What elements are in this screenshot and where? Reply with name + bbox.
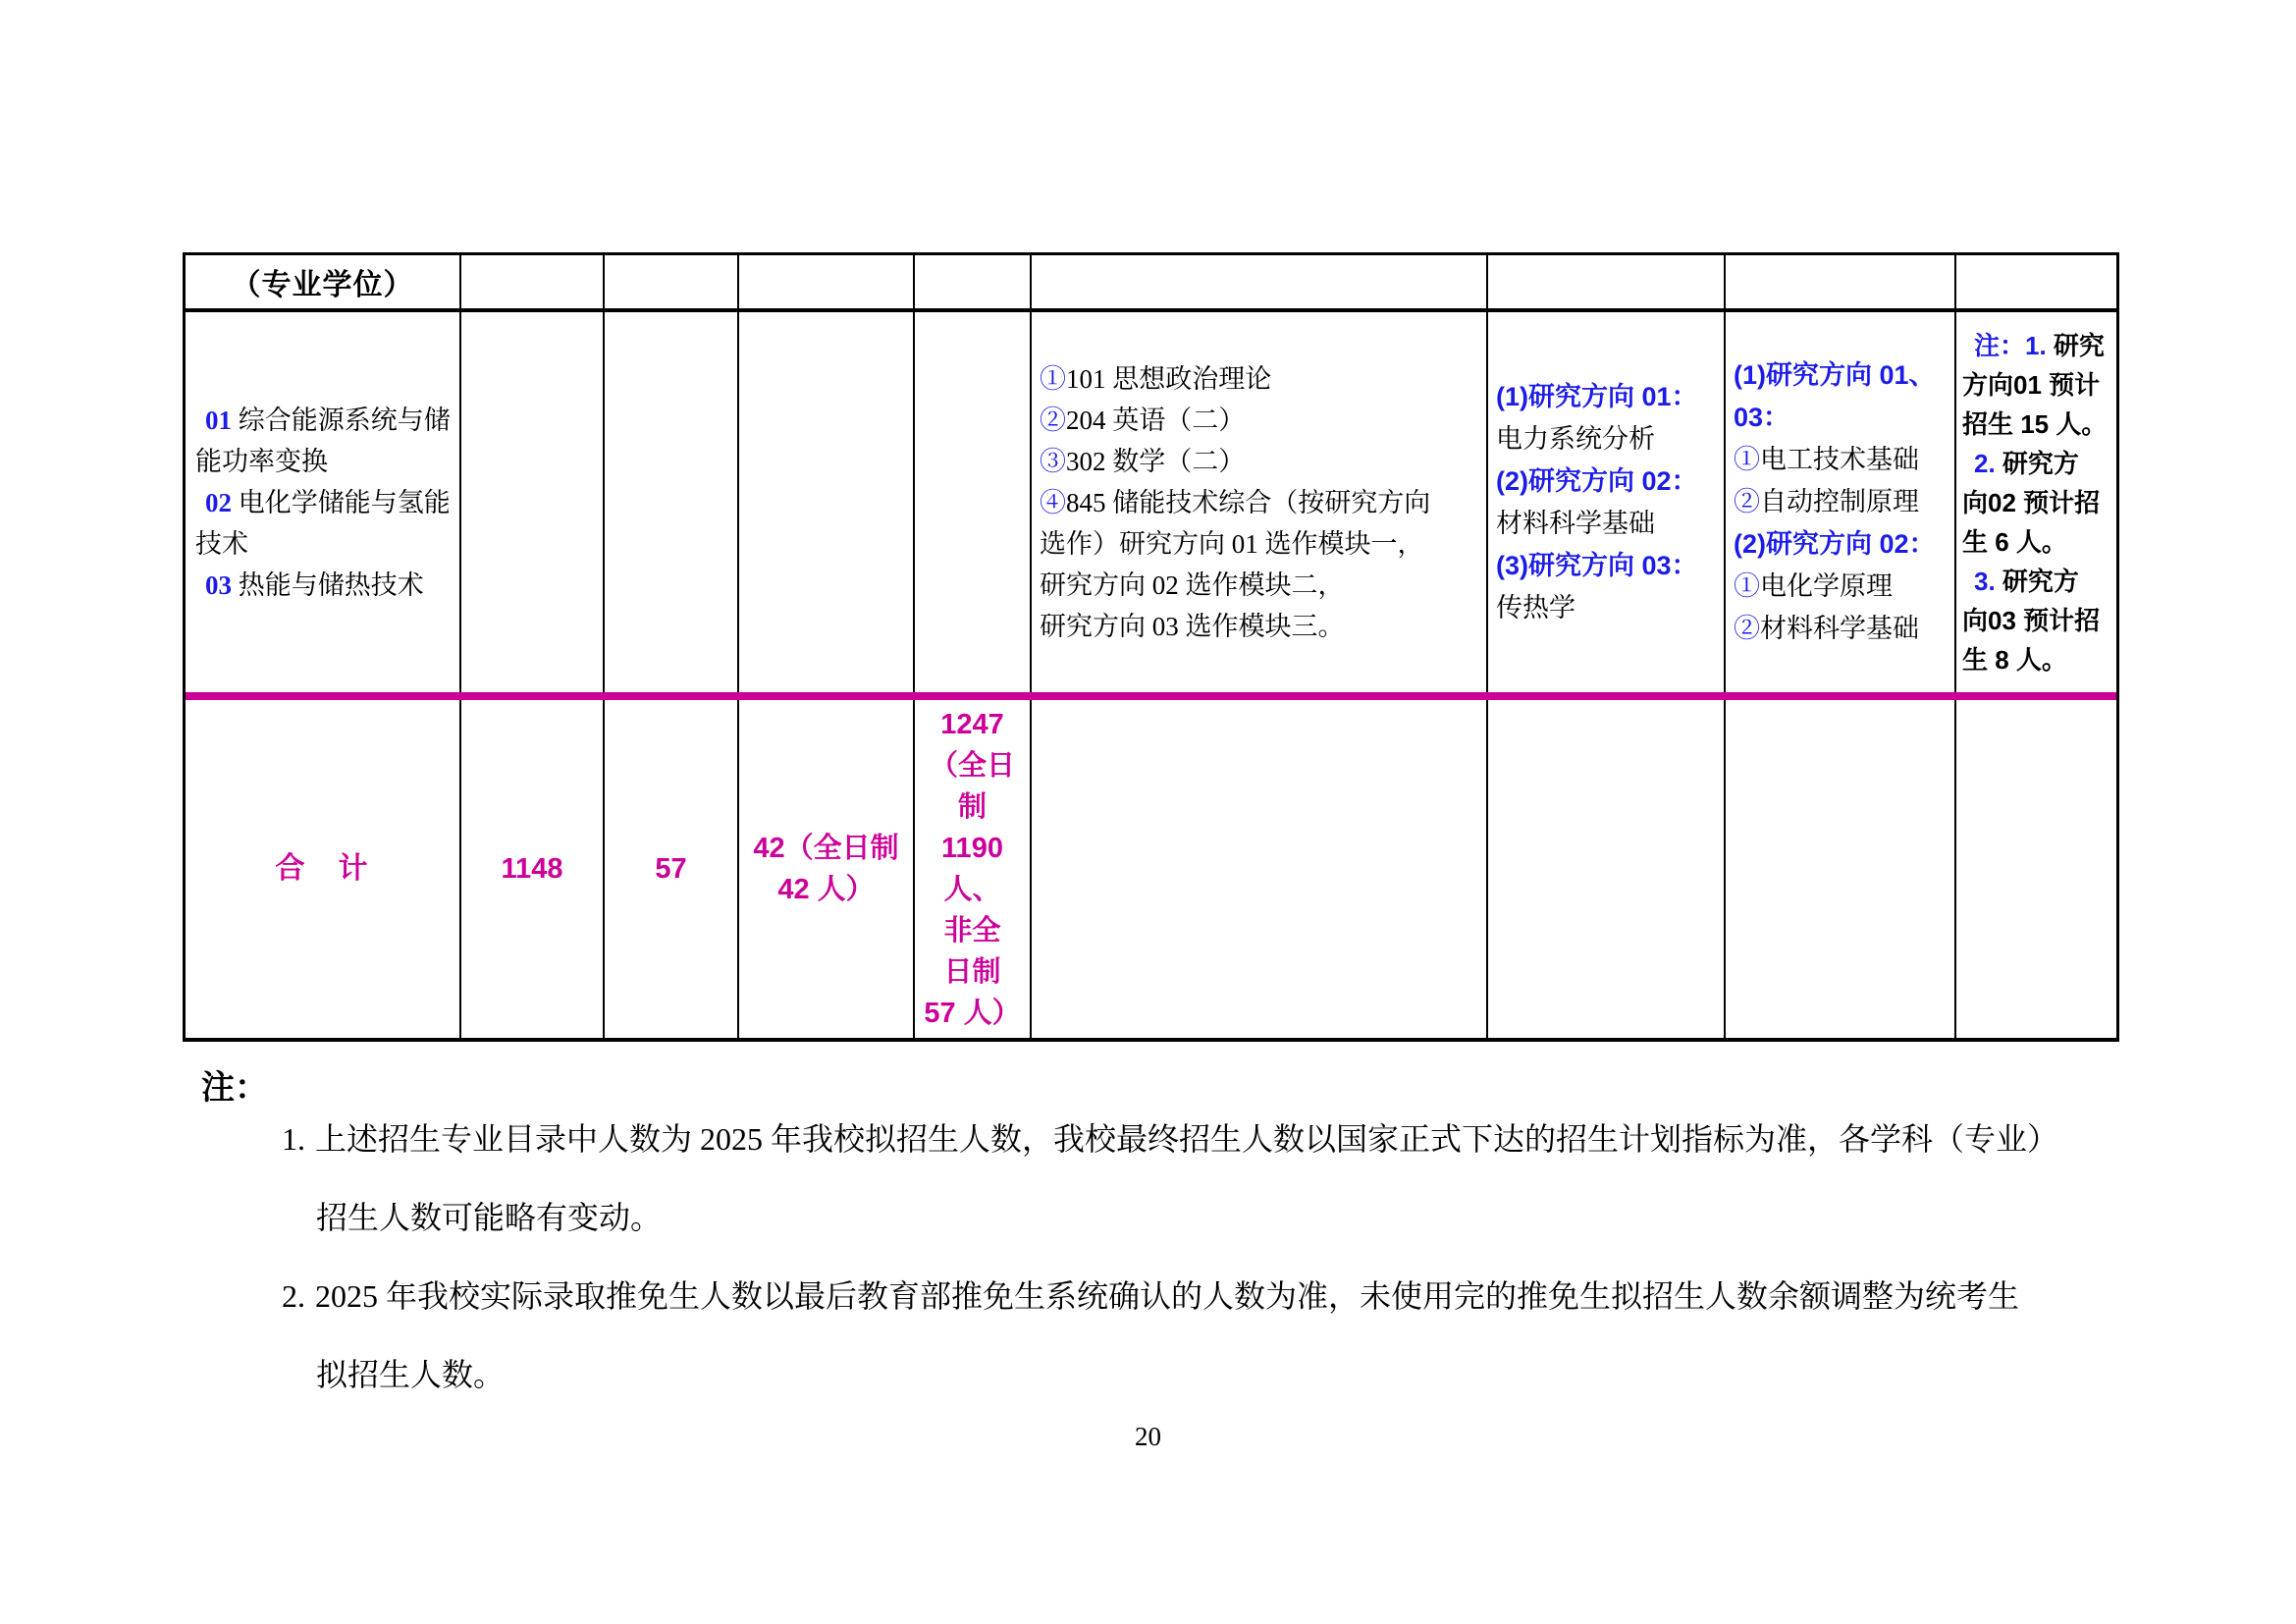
exam-subject-line — [1040, 441, 1486, 482]
additional-direction-head: 03： — [1734, 403, 1790, 432]
remark-text: 研究方 — [1995, 566, 2079, 596]
total-col5-line: 1190 — [941, 833, 1003, 864]
remark-text: 生 6 人。 — [1962, 526, 2067, 557]
exam-subject-line — [1040, 482, 1486, 523]
exam-subject-line — [1040, 358, 1486, 400]
note-text: 上述招生专业目录中人数为 2025 年我校拟招生人数，我校最终招生人数以国家正式下达的招生计划指标为准，各学科（专业） — [315, 1121, 2059, 1157]
cell-empty-4 — [739, 312, 915, 692]
exam-subject-line — [1040, 606, 1486, 647]
circled-number: ④ — [1040, 487, 1066, 517]
remark-line — [1962, 444, 2114, 483]
total-col5-line: 日制 — [943, 956, 1001, 988]
additional-subject — [1734, 566, 1954, 608]
cell-empty-3 — [605, 312, 739, 692]
total-col5-line: 人、 — [943, 874, 1001, 905]
circled-number: ② — [1040, 405, 1066, 435]
direction-item — [195, 482, 459, 565]
remark-line — [1962, 601, 2114, 640]
total-label: 合 计 — [275, 852, 370, 885]
note-item-number: 1. — [282, 1121, 305, 1157]
header-cell-degree-type — [186, 255, 461, 312]
circled-number: ① — [1734, 445, 1760, 474]
remark-text: 生 8 人。 — [1962, 644, 2067, 675]
note-item-2-line-1 — [282, 1276, 2019, 1316]
cell-retest-subjects — [1488, 312, 1726, 692]
exam-subject-text: 研究方向 02 选作模块二， — [1040, 569, 1345, 600]
additional-subject — [1734, 608, 1954, 650]
cell-total-empty-8 — [1726, 700, 1956, 1038]
page-number: 20 — [1135, 1422, 1161, 1451]
remark-text: 研究方 — [1995, 448, 2079, 478]
additional-subject — [1734, 481, 1954, 523]
header-cell-9 — [1956, 255, 2116, 312]
note-text: 2025 年我校实际录取推免生人数以最后教育部推免生系统确认的人数为准，未使用完的推免生拟招生人数余额调整为统考生 — [315, 1278, 2020, 1314]
cell-total-col5 — [915, 700, 1032, 1038]
retest-subject: 材料科学基础 — [1496, 508, 1655, 538]
circled-number: ① — [1040, 363, 1066, 394]
remark-note-label: 注：1. — [1974, 330, 2047, 360]
cell-total-col4 — [739, 700, 915, 1038]
header-cell-6 — [1032, 255, 1488, 312]
total-divider-line — [186, 692, 2116, 700]
exam-subject-text: 845 储能技术综合（按研究方向 — [1066, 487, 1431, 517]
additional-subject — [1734, 439, 1954, 481]
notes-heading: 注： — [201, 1070, 268, 1107]
remark-line — [1962, 405, 2114, 444]
remark-line — [1962, 365, 2114, 405]
exam-subject-line — [1040, 400, 1486, 441]
total-col4-line: 42（全日制 — [753, 833, 899, 864]
remark-line — [1962, 326, 2114, 365]
cell-total-empty-6 — [1032, 700, 1488, 1038]
remark-item-number: 2. — [1974, 448, 1996, 478]
circled-number: ③ — [1040, 446, 1066, 476]
circled-number: ② — [1734, 487, 1760, 516]
note-item-number: 2. — [282, 1278, 305, 1314]
remark-text: 方向01 预计 — [1962, 369, 2101, 400]
remark-text: 研究 — [2046, 330, 2105, 360]
direction-text: 热能与储热技术 — [238, 569, 424, 600]
header-cell-2 — [461, 255, 605, 312]
exam-subject-line — [1040, 523, 1486, 565]
exam-subject-text: 101 思想政治理论 — [1066, 363, 1272, 394]
header-cell-4 — [739, 255, 915, 312]
circled-number: ① — [1734, 571, 1760, 601]
additional-direction-head: (1)研究方向 01、 — [1734, 360, 1936, 390]
exam-subject-text: 研究方向 03 选作模块三。 — [1040, 611, 1345, 641]
remark-line — [1962, 483, 2114, 522]
additional-subject-text: 电工技术基础 — [1760, 445, 1919, 474]
header-cell-3 — [605, 255, 739, 312]
additional-subject-text: 材料科学基础 — [1760, 614, 1919, 643]
total-col5-line: 57 人） — [924, 998, 1021, 1029]
cell-total-label — [186, 700, 461, 1038]
circled-number: ② — [1734, 614, 1760, 643]
exam-subject-text: 204 英语（二） — [1066, 405, 1246, 435]
remark-text: 招生 15 人。 — [1962, 408, 2108, 439]
remark-text: 向02 预计招 — [1962, 487, 2101, 517]
cell-total-empty-9 — [1956, 700, 2116, 1038]
retest-direction-head: (1)研究方向 01： — [1496, 381, 1698, 411]
degree-type-label: （专业学位） — [231, 269, 414, 301]
cell-remark — [1956, 312, 2116, 692]
remark-line — [1962, 562, 2114, 601]
cell-total-exempt — [605, 700, 739, 1038]
remark-text: 向03 预计招 — [1962, 605, 2101, 635]
direction-text: 综合能源系统与储能功率变换 — [195, 405, 451, 476]
admissions-table — [183, 252, 2119, 1042]
retest-subject: 电力系统分析 — [1496, 423, 1655, 454]
cell-exam-subjects — [1032, 312, 1488, 692]
total-col4-line: 42 人） — [777, 874, 875, 905]
header-cell-8 — [1726, 255, 1956, 312]
retest-direction-head: (3)研究方向 03： — [1496, 550, 1698, 580]
cell-total-empty-7 — [1488, 700, 1726, 1038]
cell-total-exam — [461, 700, 605, 1038]
cell-empty-5 — [915, 312, 1032, 692]
total-col5-line: 制 — [957, 791, 987, 823]
remark-line — [1962, 522, 2114, 562]
remark-item-number: 3. — [1974, 566, 1996, 596]
retest-direction-head: (2)研究方向 02： — [1496, 465, 1698, 496]
exam-subject-text: 选作）研究方向 01 选作模块一， — [1040, 528, 1424, 559]
direction-number: 01 — [205, 405, 239, 435]
additional-direction-head: (2)研究方向 02： — [1734, 529, 1936, 559]
note-item-2-line-2: 拟招生人数。 — [316, 1357, 506, 1392]
total-col5-line: 1247 — [940, 709, 1004, 740]
exam-subject-line — [1040, 565, 1486, 606]
total-col5-line: 非全 — [943, 915, 1001, 947]
cell-empty-2 — [461, 312, 605, 692]
direction-number: 02 — [205, 487, 239, 517]
additional-subject-text: 电化学原理 — [1760, 571, 1893, 601]
exam-subject-text: 302 数学（二） — [1066, 446, 1246, 476]
note-item-1-line-1 — [282, 1119, 2058, 1159]
retest-subject: 传热学 — [1496, 592, 1575, 623]
total-exam-count: 1148 — [501, 853, 563, 885]
note-item-1-line-2: 招生人数可能略有变动。 — [316, 1200, 663, 1235]
total-exempt-count: 57 — [655, 853, 687, 885]
header-cell-7 — [1488, 255, 1726, 312]
cell-research-directions — [186, 312, 461, 692]
direction-text: 电化学储能与氢能技术 — [195, 487, 451, 559]
total-col5-line: （全日 — [929, 750, 1015, 782]
direction-item — [195, 400, 459, 482]
additional-subject-text: 自动控制原理 — [1760, 487, 1919, 516]
direction-number: 03 — [205, 569, 239, 600]
header-cell-5 — [915, 255, 1032, 312]
remark-line — [1962, 640, 2114, 679]
direction-item — [195, 565, 459, 606]
cell-additional-subjects — [1726, 312, 1956, 692]
